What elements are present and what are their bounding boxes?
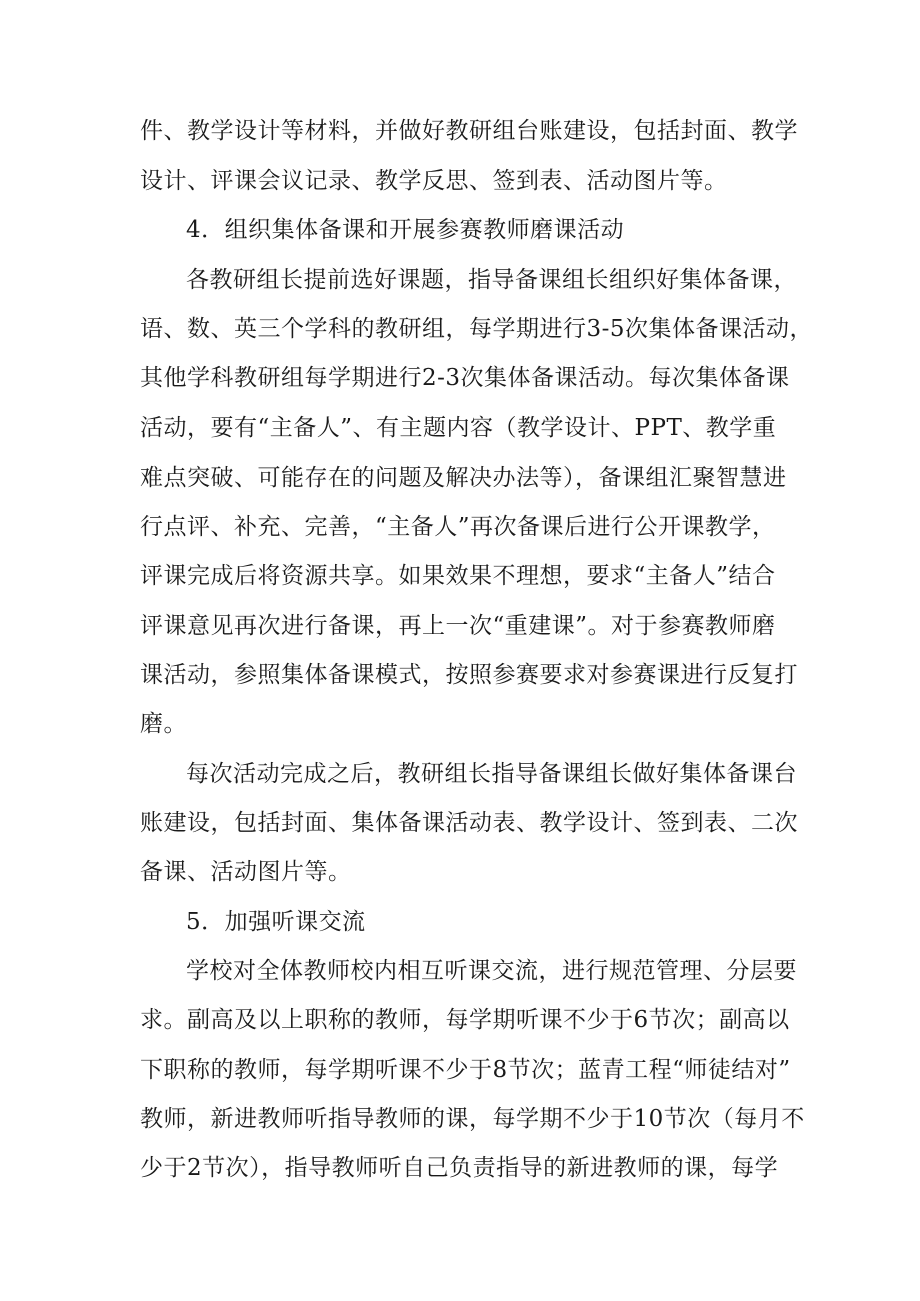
text-line: 课活动，参照集体备课模式，按照参赛要求对参赛课进行反复打	[140, 662, 798, 688]
text-line: 备课、活动图片等。	[140, 859, 352, 885]
text-line: 下职称的教师，每学期听课不少于8节次；蓝青工程“师徒结对”	[140, 1057, 791, 1083]
text-line: 难点突破、可能存在的问题及解决办法等），备课组汇聚智慧进	[140, 465, 787, 491]
paragraph-start: 学校对全体教师校内相互听课交流，进行规范管理、分层要	[186, 958, 797, 984]
text-line: 评课完成后将资源共享。如果效果不理想，要求“主备人”结合	[140, 563, 776, 589]
text-line: 磨。	[140, 711, 187, 737]
text-line: 教师，新进教师听指导教师的课，每学期不少于10节次（每月不	[140, 1106, 805, 1132]
text-line: 语、数、英三个学科的教研组，每学期进行3-5次集体备课活动，	[140, 316, 814, 342]
text-line: 账建设，包括封面、集体备课活动表、教学设计、签到表、二次	[140, 810, 798, 836]
section-heading: 5．加强听课交流	[186, 909, 366, 935]
text-line: 行点评、补充、完善，“主备人”再次备课后进行公开课教学，	[140, 514, 776, 540]
text-line: 其他学科教研组每学期进行2-3次集体备课活动。每次集体备课	[140, 365, 790, 391]
text-line: 设计、评课会议记录、教学反思、签到表、活动图片等。	[140, 168, 728, 194]
text-line: 求。副高及以上职称的教师，每学期听课不少于6节次；副高以	[140, 1007, 790, 1033]
paragraph-start: 每次活动完成之后，教研组长指导备课组长做好集体备课台	[186, 761, 797, 787]
text-line: 件、教学设计等材料，并做好教研组台账建设，包括封面、教学	[140, 118, 798, 144]
text-line: 活动，要有“主备人”、有主题内容（教学设计、PPT、教学重	[140, 415, 777, 441]
text-line: 少于2节次），指导教师听自己负责指导的新进教师的课，每学	[140, 1155, 779, 1181]
section-heading: 4．组织集体备课和开展参赛教师磨课活动	[186, 217, 625, 243]
paragraph-start: 各教研组长提前选好课题，指导备课组长组织好集体备课，	[186, 267, 797, 293]
text-line: 评课意见再次进行备课，再上一次“重建课”。对于参赛教师磨	[140, 613, 776, 639]
